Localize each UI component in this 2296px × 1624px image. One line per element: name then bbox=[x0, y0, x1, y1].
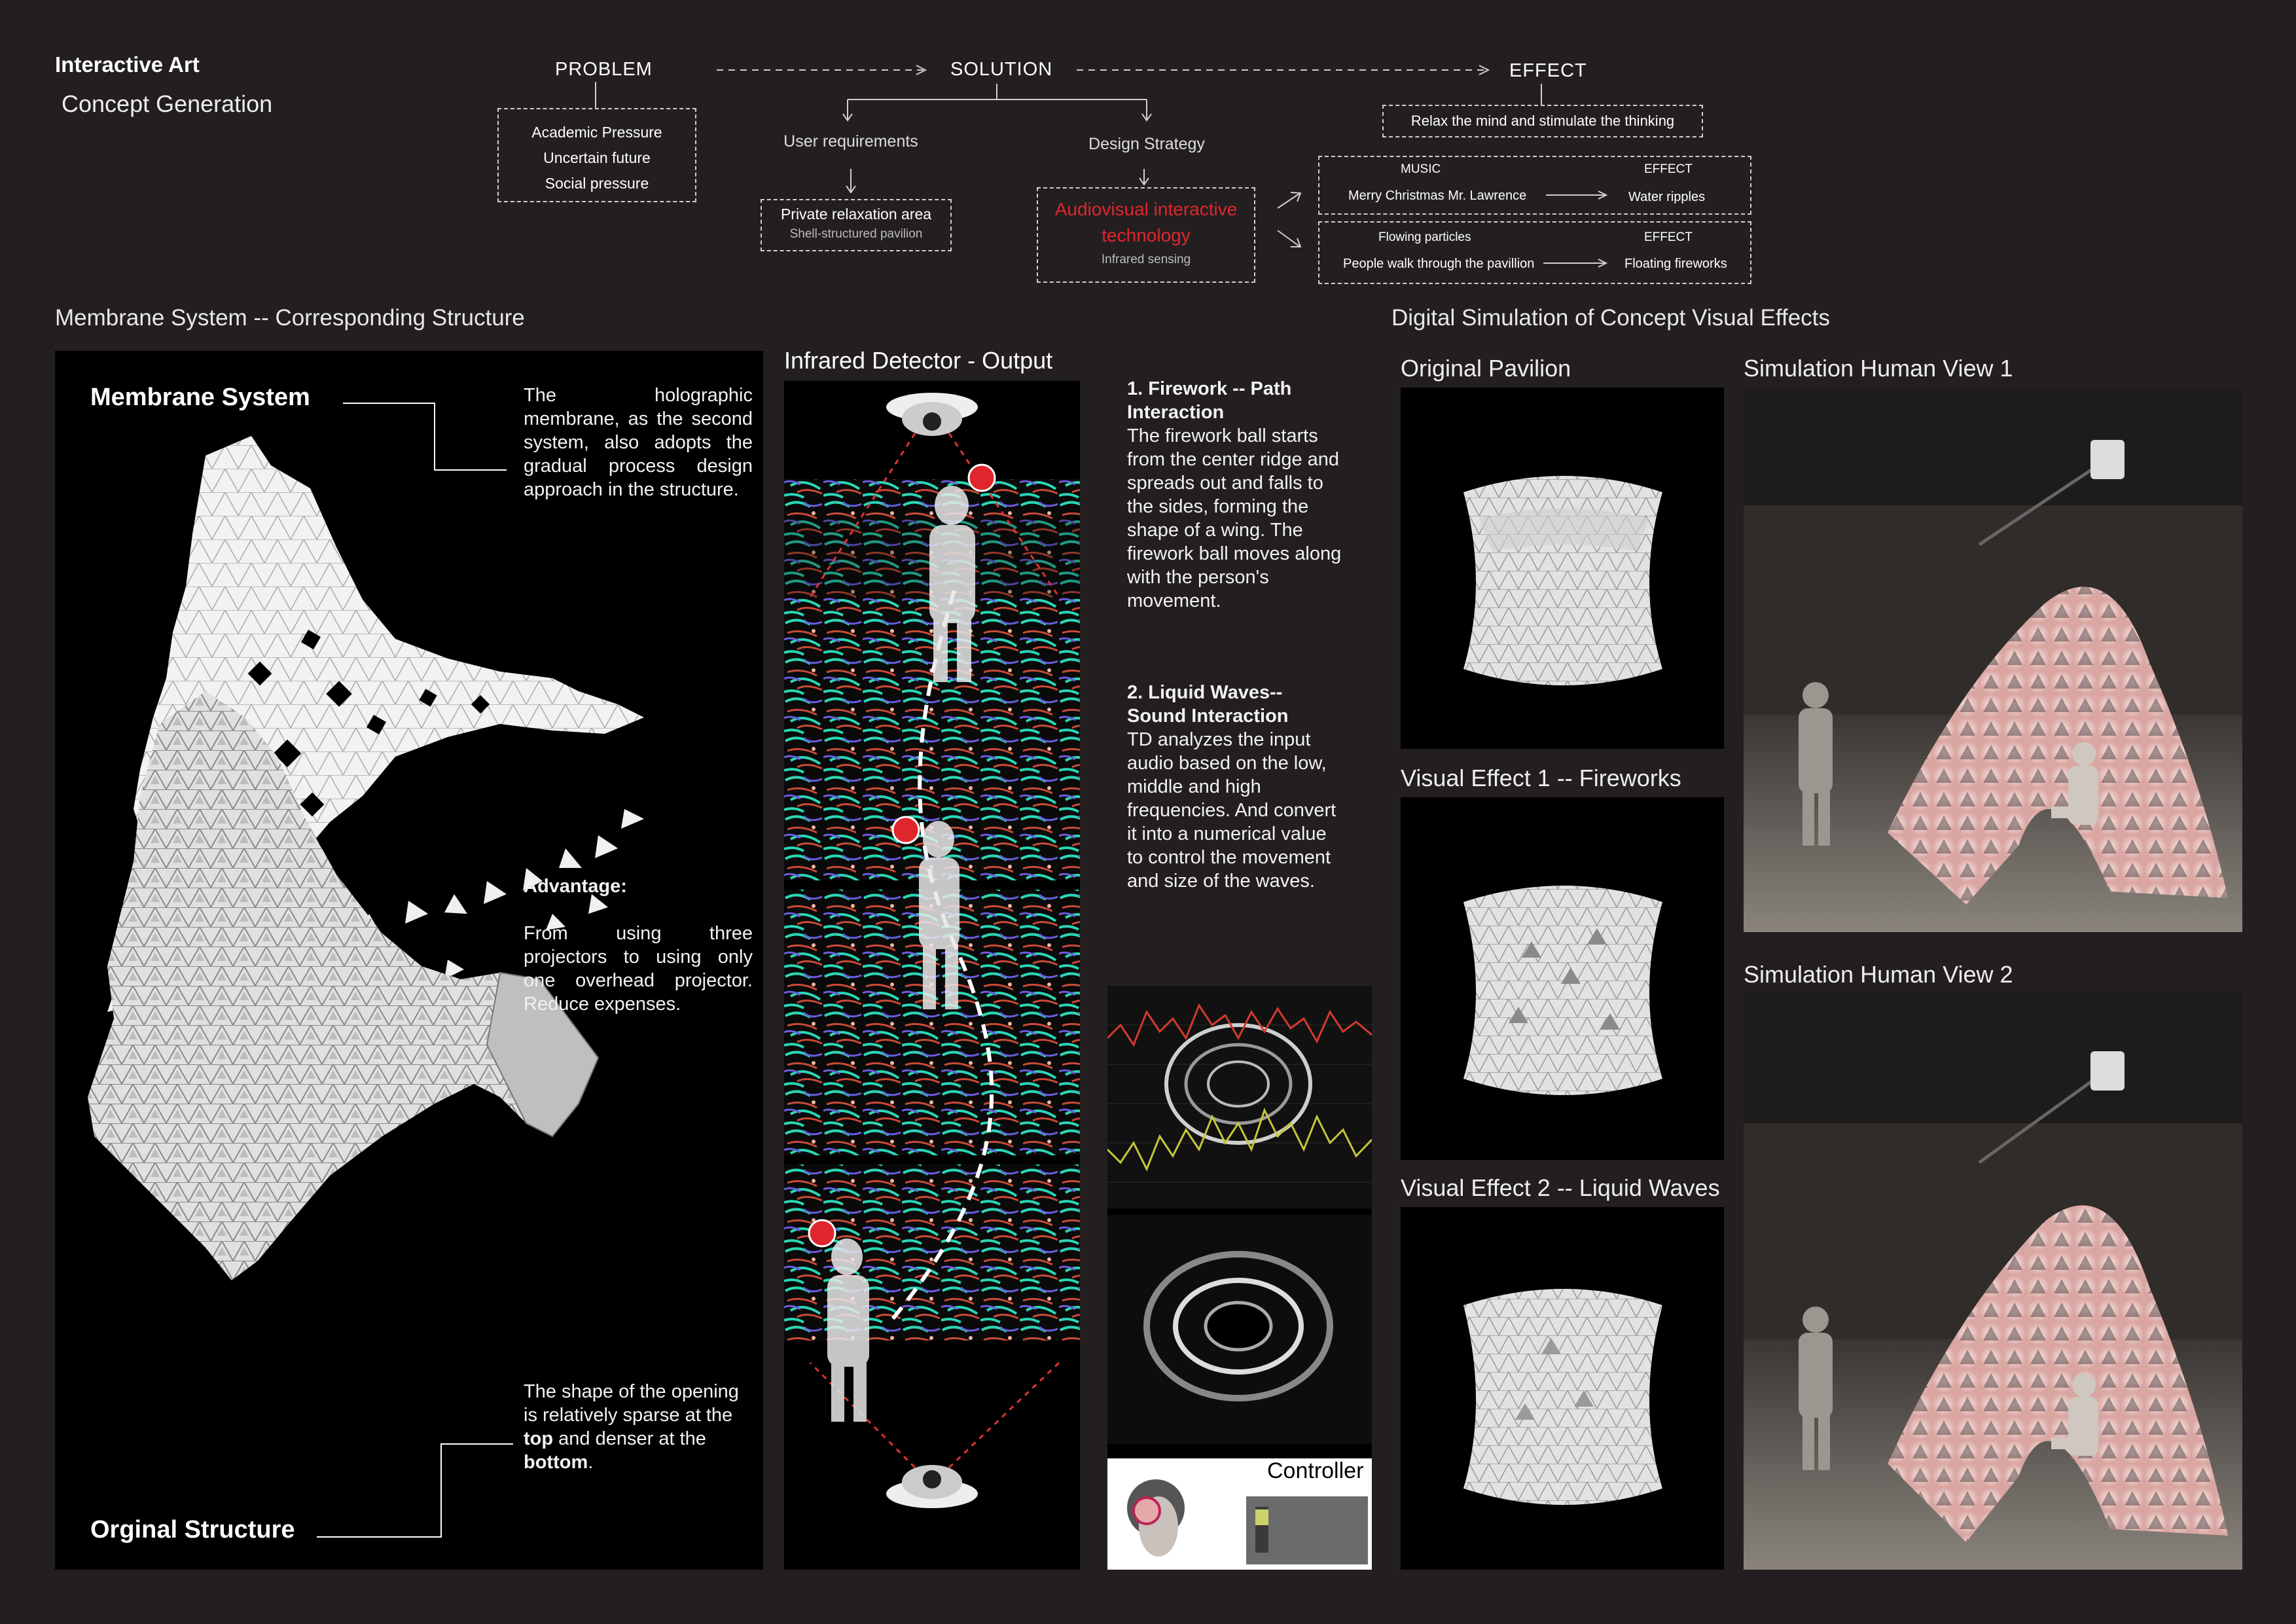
effect-label: EFFECT bbox=[1509, 60, 1587, 81]
human-view-1-scene bbox=[1744, 388, 2242, 932]
liquid-waves-title: 2. Liquid Waves-- Sound Interaction bbox=[1127, 682, 1289, 727]
user-requirements-title: Private relaxation area bbox=[780, 206, 932, 223]
pavilion-shape-fireworks bbox=[1401, 797, 1724, 1160]
original-pavilion-label: Original Pavilion bbox=[1401, 355, 1571, 382]
opening-shape-text bbox=[524, 1380, 753, 1474]
particles-action: People walk through the pavillion bbox=[1343, 257, 1535, 271]
advantage-title: Advantage: bbox=[524, 876, 627, 897]
human-view-1-label: Simulation Human View 1 bbox=[1744, 355, 2013, 382]
membrane-system-label: Membrane System bbox=[90, 384, 310, 411]
infrared-title: Infrared Detector - Output bbox=[784, 347, 1053, 374]
problem-label: PROBLEM bbox=[555, 59, 653, 80]
membrane-section-title: Membrane System -- Corresponding Structure bbox=[55, 305, 525, 331]
fireworks-effect-render bbox=[1401, 797, 1724, 1160]
controller-label: Controller bbox=[1267, 1458, 1364, 1483]
infrared-visualization bbox=[784, 381, 1080, 1570]
page-subtitle: Concept Generation bbox=[62, 90, 273, 117]
problem-box bbox=[497, 108, 696, 202]
pavilion-shape bbox=[1401, 388, 1724, 749]
human-view-1-render bbox=[1744, 388, 2242, 932]
particles-effect: Floating fireworks bbox=[1624, 257, 1727, 271]
liquid-waves-interaction bbox=[1127, 681, 1343, 893]
problem-item: Social pressure bbox=[545, 175, 649, 192]
music-effect: Water ripples bbox=[1628, 190, 1706, 204]
original-pavilion-render bbox=[1401, 388, 1724, 749]
particles-effect-box bbox=[1318, 221, 1751, 284]
infrared-sensor-top bbox=[886, 393, 978, 436]
problem-item: Uncertain future bbox=[543, 149, 651, 166]
infrared-sensor-bottom bbox=[886, 1465, 978, 1508]
opening-text-2: and denser at the bbox=[553, 1428, 706, 1449]
fireworks-effect-label: Visual Effect 1 -- Fireworks bbox=[1401, 765, 1681, 791]
liquid-waves-text: TD analyzes the input audio based on the low, middle and high frequencies. And convert it into a numerical value to control the movement and size of the waves. bbox=[1127, 729, 1336, 892]
design-strategy-box bbox=[1037, 187, 1255, 283]
problem-list bbox=[499, 120, 695, 196]
opening-text-top: top bbox=[524, 1428, 554, 1449]
simulation-section-title: Digital Simulation of Concept Visual Effects bbox=[1391, 305, 1830, 331]
original-structure-label: Orginal Structure bbox=[90, 1516, 295, 1543]
user-requirements-box bbox=[761, 199, 952, 251]
particles-effect-head: EFFECT bbox=[1644, 230, 1693, 244]
particles-head: Flowing particles bbox=[1378, 230, 1471, 244]
firework-title: 1. Firework -- Path Interaction bbox=[1127, 378, 1292, 423]
design-strategy-label: Design Strategy bbox=[1088, 135, 1205, 153]
opening-text-bottom: bottom bbox=[524, 1452, 588, 1473]
design-strategy-sub: Infrared sensing bbox=[1101, 253, 1191, 266]
user-requirements-label: User requirements bbox=[783, 132, 918, 151]
page-title: Interactive Art bbox=[55, 52, 200, 77]
opening-text-1: The shape of the opening is relatively sparse at the bbox=[524, 1381, 739, 1426]
solution-label: SOLUTION bbox=[950, 59, 1053, 80]
human-view-2-render bbox=[1744, 992, 2242, 1570]
user-requirements-sub: Shell-structured pavilion bbox=[789, 227, 923, 241]
membrane-panel bbox=[55, 351, 763, 1570]
problem-item: Academic Pressure bbox=[531, 124, 662, 141]
firework-interaction bbox=[1127, 377, 1343, 613]
human-view-2-scene bbox=[1744, 992, 2242, 1570]
music-effect-head: EFFECT bbox=[1644, 162, 1693, 176]
human-view-2-label: Simulation Human View 2 bbox=[1744, 961, 2013, 988]
music-head: MUSIC bbox=[1401, 162, 1441, 176]
advantage-text: From using three projectors to using only one overhead projector. Reduce expenses. bbox=[524, 923, 753, 1015]
effect-box: Relax the mind and stimulate the thinking bbox=[1382, 105, 1703, 137]
opening-text-end: . bbox=[588, 1452, 594, 1473]
pavilion-shape-waves bbox=[1401, 1207, 1724, 1570]
membrane-description: The holographic membrane, as the second system, also adopts the gradual process design approach in the structure. bbox=[524, 385, 753, 500]
music-name: Merry Christmas Mr. Lawrence bbox=[1348, 189, 1527, 203]
music-effect-box bbox=[1318, 156, 1751, 215]
audio-analysis-panel bbox=[1107, 986, 1372, 1570]
firework-text: The firework ball starts from the center ridge and spreads out and falls to the sides, forming the shape of a wing. The firework ball moves along with the person's movement. bbox=[1127, 425, 1342, 611]
infrared-panel bbox=[784, 381, 1080, 1570]
liquid-waves-effect-label: Visual Effect 2 -- Liquid Waves bbox=[1401, 1174, 1720, 1201]
liquid-waves-effect-render bbox=[1401, 1207, 1724, 1570]
design-strategy-title: Audiovisual interactive technology bbox=[1054, 199, 1238, 245]
